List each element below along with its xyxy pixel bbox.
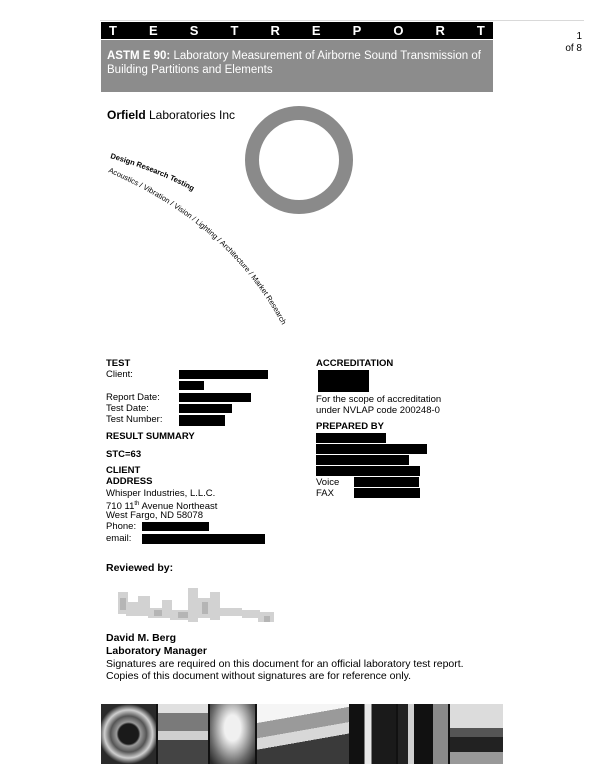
signature-note-1: Signatures are required on this document for an official laboratory test report. <box>106 658 464 670</box>
header-letter: T <box>230 23 239 38</box>
redaction-voice <box>354 477 419 487</box>
redaction-test-number <box>179 415 225 426</box>
client-name: Whisper Industries, L.L.C. <box>106 488 216 499</box>
accreditation-scope-line2: under NVLAP code 200248-0 <box>316 405 440 416</box>
reviewed-by-heading: Reviewed by: <box>106 562 174 574</box>
report-date-label: Report Date: <box>106 392 160 403</box>
page-total: of 8 <box>565 43 582 54</box>
header-letter: E <box>149 23 158 38</box>
header-letter: E <box>311 23 321 38</box>
header-letter: T <box>109 23 117 38</box>
photo-auditorium <box>257 704 349 764</box>
photo-lab-equipment <box>158 704 208 764</box>
header-letter: R <box>435 23 445 38</box>
client-city: West Fargo, ND 58078 <box>106 510 203 521</box>
header-letter: P <box>352 23 362 38</box>
redaction-preparer-city <box>316 466 420 476</box>
reviewer-name: David M. Berg <box>106 632 177 644</box>
street-ordinal: th <box>134 501 140 507</box>
photo-anechoic-chamber <box>101 704 156 764</box>
test-heading: TEST <box>106 358 131 369</box>
signature-note-2: Copies of this document without signatures are for reference only. <box>106 670 412 682</box>
report-title <box>101 40 493 92</box>
logo-arc-text <box>100 150 340 380</box>
accreditation-heading: ACCREDITATION <box>316 358 394 369</box>
arc-tagline-path: Design Research Testing <box>109 151 197 193</box>
arc-services <box>107 166 288 326</box>
reviewer-role: Laboratory Manager <box>106 645 207 657</box>
redaction-client-2 <box>179 381 204 390</box>
header-letter: R <box>270 23 280 38</box>
redaction-fax <box>354 488 420 498</box>
redaction-preparer-address <box>316 455 409 465</box>
org-name-rest: Laboratories Inc <box>145 108 236 122</box>
fax-label: FAX <box>316 488 334 499</box>
redaction-preparer-name <box>316 433 386 443</box>
photo-mannequin-head <box>210 704 255 764</box>
top-rule <box>100 20 584 21</box>
organization-name <box>107 108 235 122</box>
client-label: Client: <box>106 369 133 380</box>
stc-value: STC=63 <box>106 449 142 460</box>
redaction-report-date <box>179 393 251 402</box>
test-date-label: Test Date: <box>106 403 149 414</box>
redaction-email <box>142 534 265 544</box>
photo-person-one <box>351 704 396 764</box>
redaction-preparer-title <box>316 444 427 454</box>
footer-photo-strip <box>101 704 493 764</box>
photo-people <box>398 704 448 764</box>
voice-label: Voice <box>316 477 340 488</box>
client-heading: CLIENT <box>106 465 141 476</box>
test-number-label: Test Number: <box>106 414 163 425</box>
header-letter: S <box>189 23 199 38</box>
prepared-by-heading: PREPARED BY <box>316 421 384 432</box>
page-number <box>548 31 582 55</box>
redaction-accreditation-logo <box>318 370 369 392</box>
report-header-bar <box>101 22 493 39</box>
page-current: 1 <box>576 31 582 42</box>
street-number: 710 11 <box>106 501 135 513</box>
result-summary-heading: RESULT SUMMARY <box>106 431 195 442</box>
arc-services-path: Acoustics / Vibration / Vision / Lighting / Architecture / Market Research <box>107 165 289 326</box>
blurred-signature <box>118 578 278 630</box>
title-standard: ASTM E 90: <box>107 50 171 62</box>
header-letter: T <box>476 23 485 38</box>
street-name: Avenue Northeast <box>139 501 218 513</box>
photo-car <box>450 704 503 764</box>
title-text: Laboratory Measurement of Airborne Sound Transmission of Building Partitions and Elements <box>107 50 481 76</box>
org-name-bold: Orfield <box>107 108 146 122</box>
redaction-phone <box>142 522 209 531</box>
redaction-test-date <box>179 404 232 413</box>
accreditation-scope-line1: For the scope of accreditation <box>316 394 442 405</box>
phone-label: Phone: <box>106 521 137 532</box>
redaction-client <box>179 370 268 379</box>
email-label: email: <box>106 533 132 544</box>
address-heading: ADDRESS <box>106 476 153 487</box>
header-letter: O <box>393 23 404 38</box>
